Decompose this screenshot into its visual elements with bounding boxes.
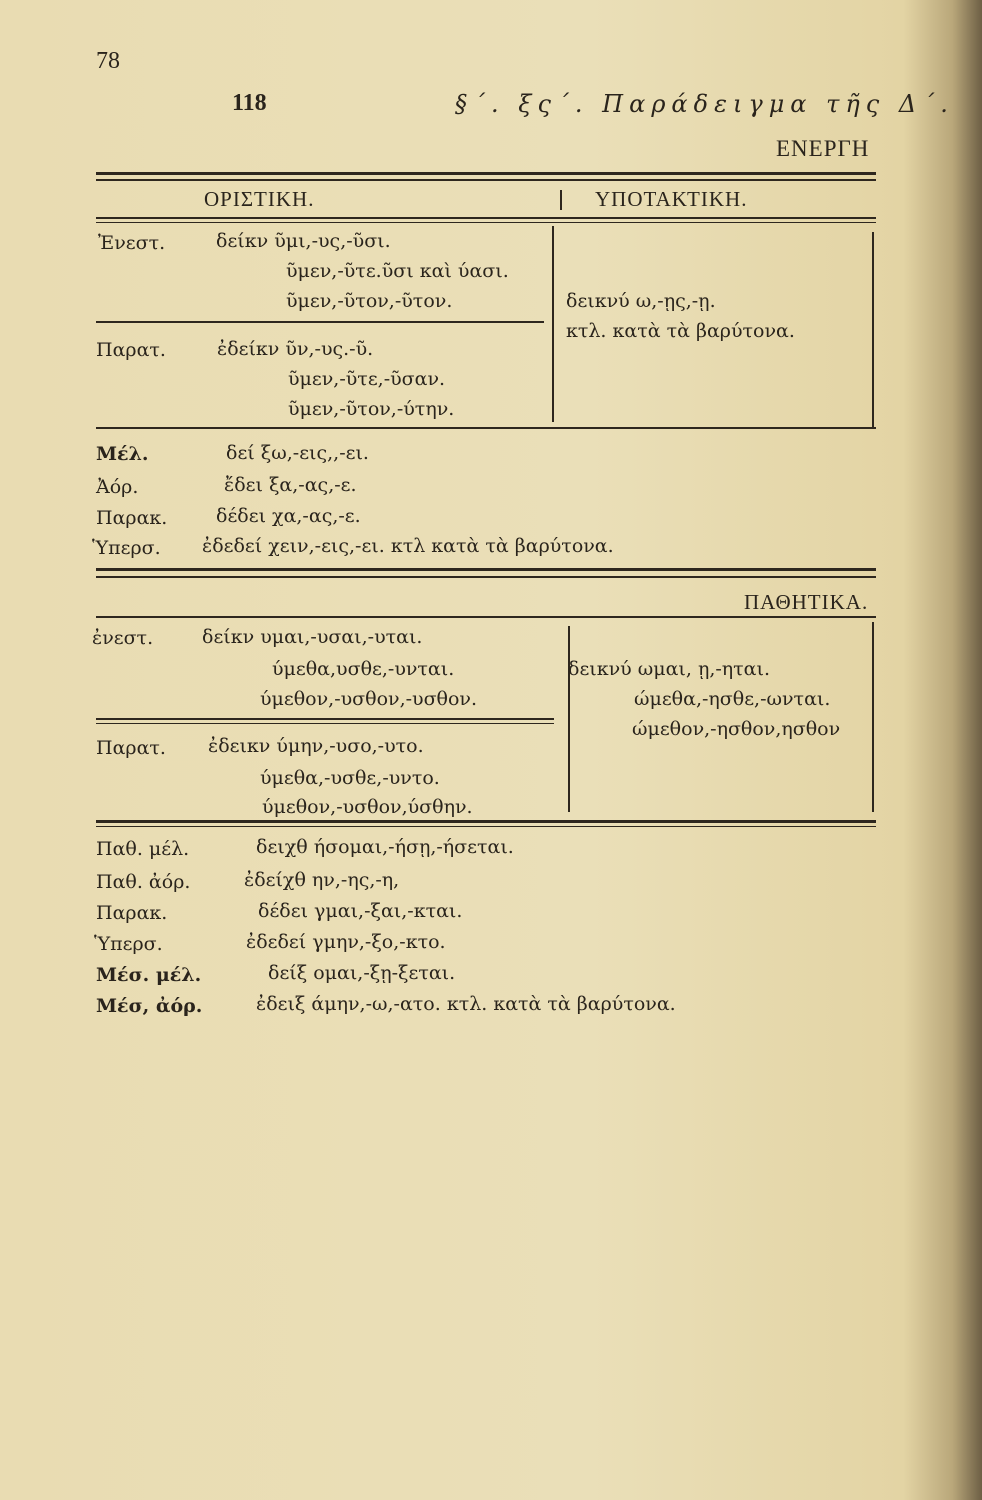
divider (96, 217, 876, 219)
form-line: κτλ. κατὰ τὰ βαρύτονα. (566, 320, 795, 342)
form-line: ῦμεν,-ῦτον,-ῦτον. (286, 290, 453, 312)
form-line: δέδει χα,-ας,-ε. (216, 505, 361, 527)
tense-label-row: Μέσ, ἀόρ. (96, 995, 203, 1017)
form-line: δεικνύ ω,-ῃς,-ῃ. (566, 290, 716, 312)
tense-label-enest: ἐνεστ. (92, 627, 154, 649)
divider (96, 718, 554, 720)
form-line: ώμεθον,-ησθον,ησθον (632, 718, 841, 740)
form-line: ύμεθα,υσθε,-υνται. (272, 658, 455, 680)
tense-label-parat: Παρατ. (96, 737, 166, 759)
form-line: ύμεθον,-υσθον,ύσθην. (262, 796, 473, 818)
form-line: δειχθ ήσομαι,-ήσῃ,-ήσεται. (256, 836, 514, 858)
form-line: ἐδεικν ύμην,-υσο,-υτο. (208, 735, 424, 757)
section-subtitle: ΕΝΕΡΓΗ (776, 136, 870, 161)
divider (96, 723, 554, 724)
page-mark: 78 (96, 48, 120, 74)
tense-label-row: Παρακ. (96, 902, 168, 924)
divider (96, 179, 876, 181)
divider (560, 190, 562, 210)
form-line: δείξ ομαι,-ξῃ-ξεται. (268, 962, 456, 984)
form-line: ῦμεν,-ῦτε,-ῦσαν. (288, 368, 446, 390)
tense-label-parak: Παρακ. (96, 507, 168, 529)
form-line: ῦμεν,-ῦτε.ῦσι καὶ ύασι. (286, 260, 509, 282)
tense-label-row: Παθ. ἀόρ. (96, 871, 191, 893)
form-line: ἐδείχθ ην,-ης,-η, (244, 869, 400, 891)
divider (872, 622, 874, 812)
section-title-passive: ΠΑΘΗΤΙΚΑ. (744, 590, 869, 614)
tense-label-aor: Ἀόρ. (96, 476, 139, 498)
divider (96, 321, 544, 323)
tense-label-row: Μέσ. μέλ. (96, 964, 202, 986)
page-number: 118 (232, 90, 267, 116)
form-line: ύμεθα,-υσθε,-υντο. (260, 767, 440, 789)
divider (96, 568, 876, 571)
form-line: ἐδειξ άμην,-ω,-ατο. κτλ. κατὰ τὰ βαρύτονα. (256, 993, 676, 1015)
form-line: ώμεθα,-ησθε,-ωνται. (634, 688, 831, 710)
tense-label-hypers: Ὑπερσ. (92, 537, 161, 559)
divider (96, 826, 876, 827)
form-line: δείκν ῦμι,-υς,-ῦσι. (216, 230, 391, 252)
divider (96, 427, 876, 429)
divider (552, 226, 554, 422)
divider (96, 172, 876, 175)
divider (96, 820, 876, 823)
column-header-indicative: ΟΡΙΣΤΙΚΗ. (204, 187, 315, 211)
form-line: ἐδεδεί χειν,-εις,-ει. κτλ κατὰ τὰ βαρύτονα. (202, 535, 614, 557)
divider (96, 222, 876, 223)
form-line: δείκν υμαι,-υσαι,-υται. (202, 626, 423, 648)
form-line: δεικνύ ωμαι, ῃ,-ηται. (568, 658, 771, 680)
form-line: ἐδείκν ῦν,-υς.-ῦ. (217, 338, 374, 360)
divider (872, 232, 874, 428)
form-line: ἔδει ξα,-ας,-ε. (224, 474, 357, 496)
form-line: ἐδεδεί γμην,-ξο,-κτο. (246, 931, 446, 953)
divider (568, 626, 570, 812)
divider (96, 616, 876, 618)
tense-label-row: Παθ. μέλ. (96, 838, 190, 860)
column-header-subjunctive: ΥΠΟΤΑΚΤΙΚΗ. (595, 187, 748, 211)
page-title: §΄. ξς΄. Παράδειγμα τῆς Δ΄. (455, 90, 954, 118)
form-line: δέδει γμαι,-ξαι,-κται. (258, 900, 463, 922)
tense-label-row: Ὑπερσ. (94, 933, 163, 955)
tense-label-parat: Παρατ. (96, 339, 166, 361)
tense-label-enest: Ἐνεστ. (98, 232, 166, 254)
divider (96, 576, 876, 578)
form-line: ῦμεν,-ῦτον,-ύτην. (288, 398, 455, 420)
tense-label-mel: Μέλ. (96, 443, 149, 465)
form-line: δεί ξω,-εις,,-ει. (226, 442, 369, 464)
form-line: ύμεθον,-υσθον,-υσθον. (260, 688, 478, 710)
